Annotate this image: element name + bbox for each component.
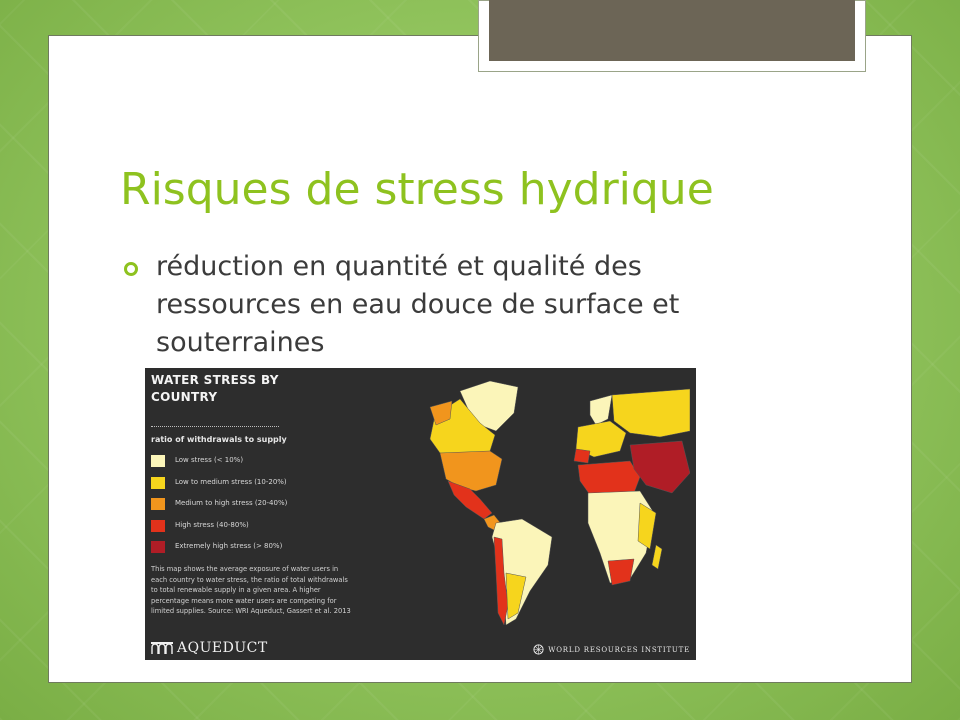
bullet-text: réduction en quantité et qualité des ressources en eau douce de surface et souterraines [156, 251, 680, 358]
water-stress-map-image [145, 368, 696, 660]
scandinavia [590, 395, 612, 425]
world-map [290, 373, 690, 633]
slide-title: Risques de stress hydrique [120, 164, 714, 215]
map-title: WATER STRESS BY COUNTRY [151, 373, 279, 404]
bullet-item [124, 248, 864, 362]
russia [612, 389, 690, 437]
iberia [574, 449, 590, 463]
legend-label: High stress (40-80%) [175, 520, 249, 529]
north-africa [578, 461, 640, 495]
legend-label: Extremely high stress (> 80%) [175, 542, 283, 550]
aqueduct-logo [151, 640, 268, 656]
southern-africa [608, 559, 634, 585]
wri-logo-text: WORLD RESOURCES INSTITUTE [548, 645, 690, 654]
east-africa [638, 503, 656, 549]
legend-divider [151, 426, 279, 427]
legend-heading: ratio of withdrawals to supply [151, 435, 287, 444]
usa [440, 451, 502, 491]
ring-bullet-icon [124, 262, 138, 276]
legend-label: Low to medium stress (10-20%) [175, 477, 287, 486]
middle-east [630, 441, 690, 493]
legend-label: Low stress (< 10%) [175, 456, 244, 464]
legend-label: Medium to high stress (20-40%) [175, 499, 288, 507]
legend-swatch [151, 520, 165, 532]
legend-swatch [151, 477, 165, 489]
wri-globe-icon [533, 644, 544, 655]
legend-swatch [151, 498, 165, 510]
wri-logo [533, 644, 690, 655]
aqueduct-icon [151, 642, 173, 654]
decorative-tab [489, 0, 855, 61]
aqueduct-logo-text: AQUEDUCT [177, 640, 268, 656]
legend-swatch [151, 541, 165, 553]
legend-swatch [151, 455, 165, 467]
map-description: This map shows the average exposure of water users in each country to water stress, the ratio of total withdrawals to total renewable supply in a given area. A higher percentage means more water users are competing for limited supplies. Source: WRI Aqueduct, Gassert et al. 2013 [151, 565, 351, 615]
madagascar [652, 545, 662, 569]
